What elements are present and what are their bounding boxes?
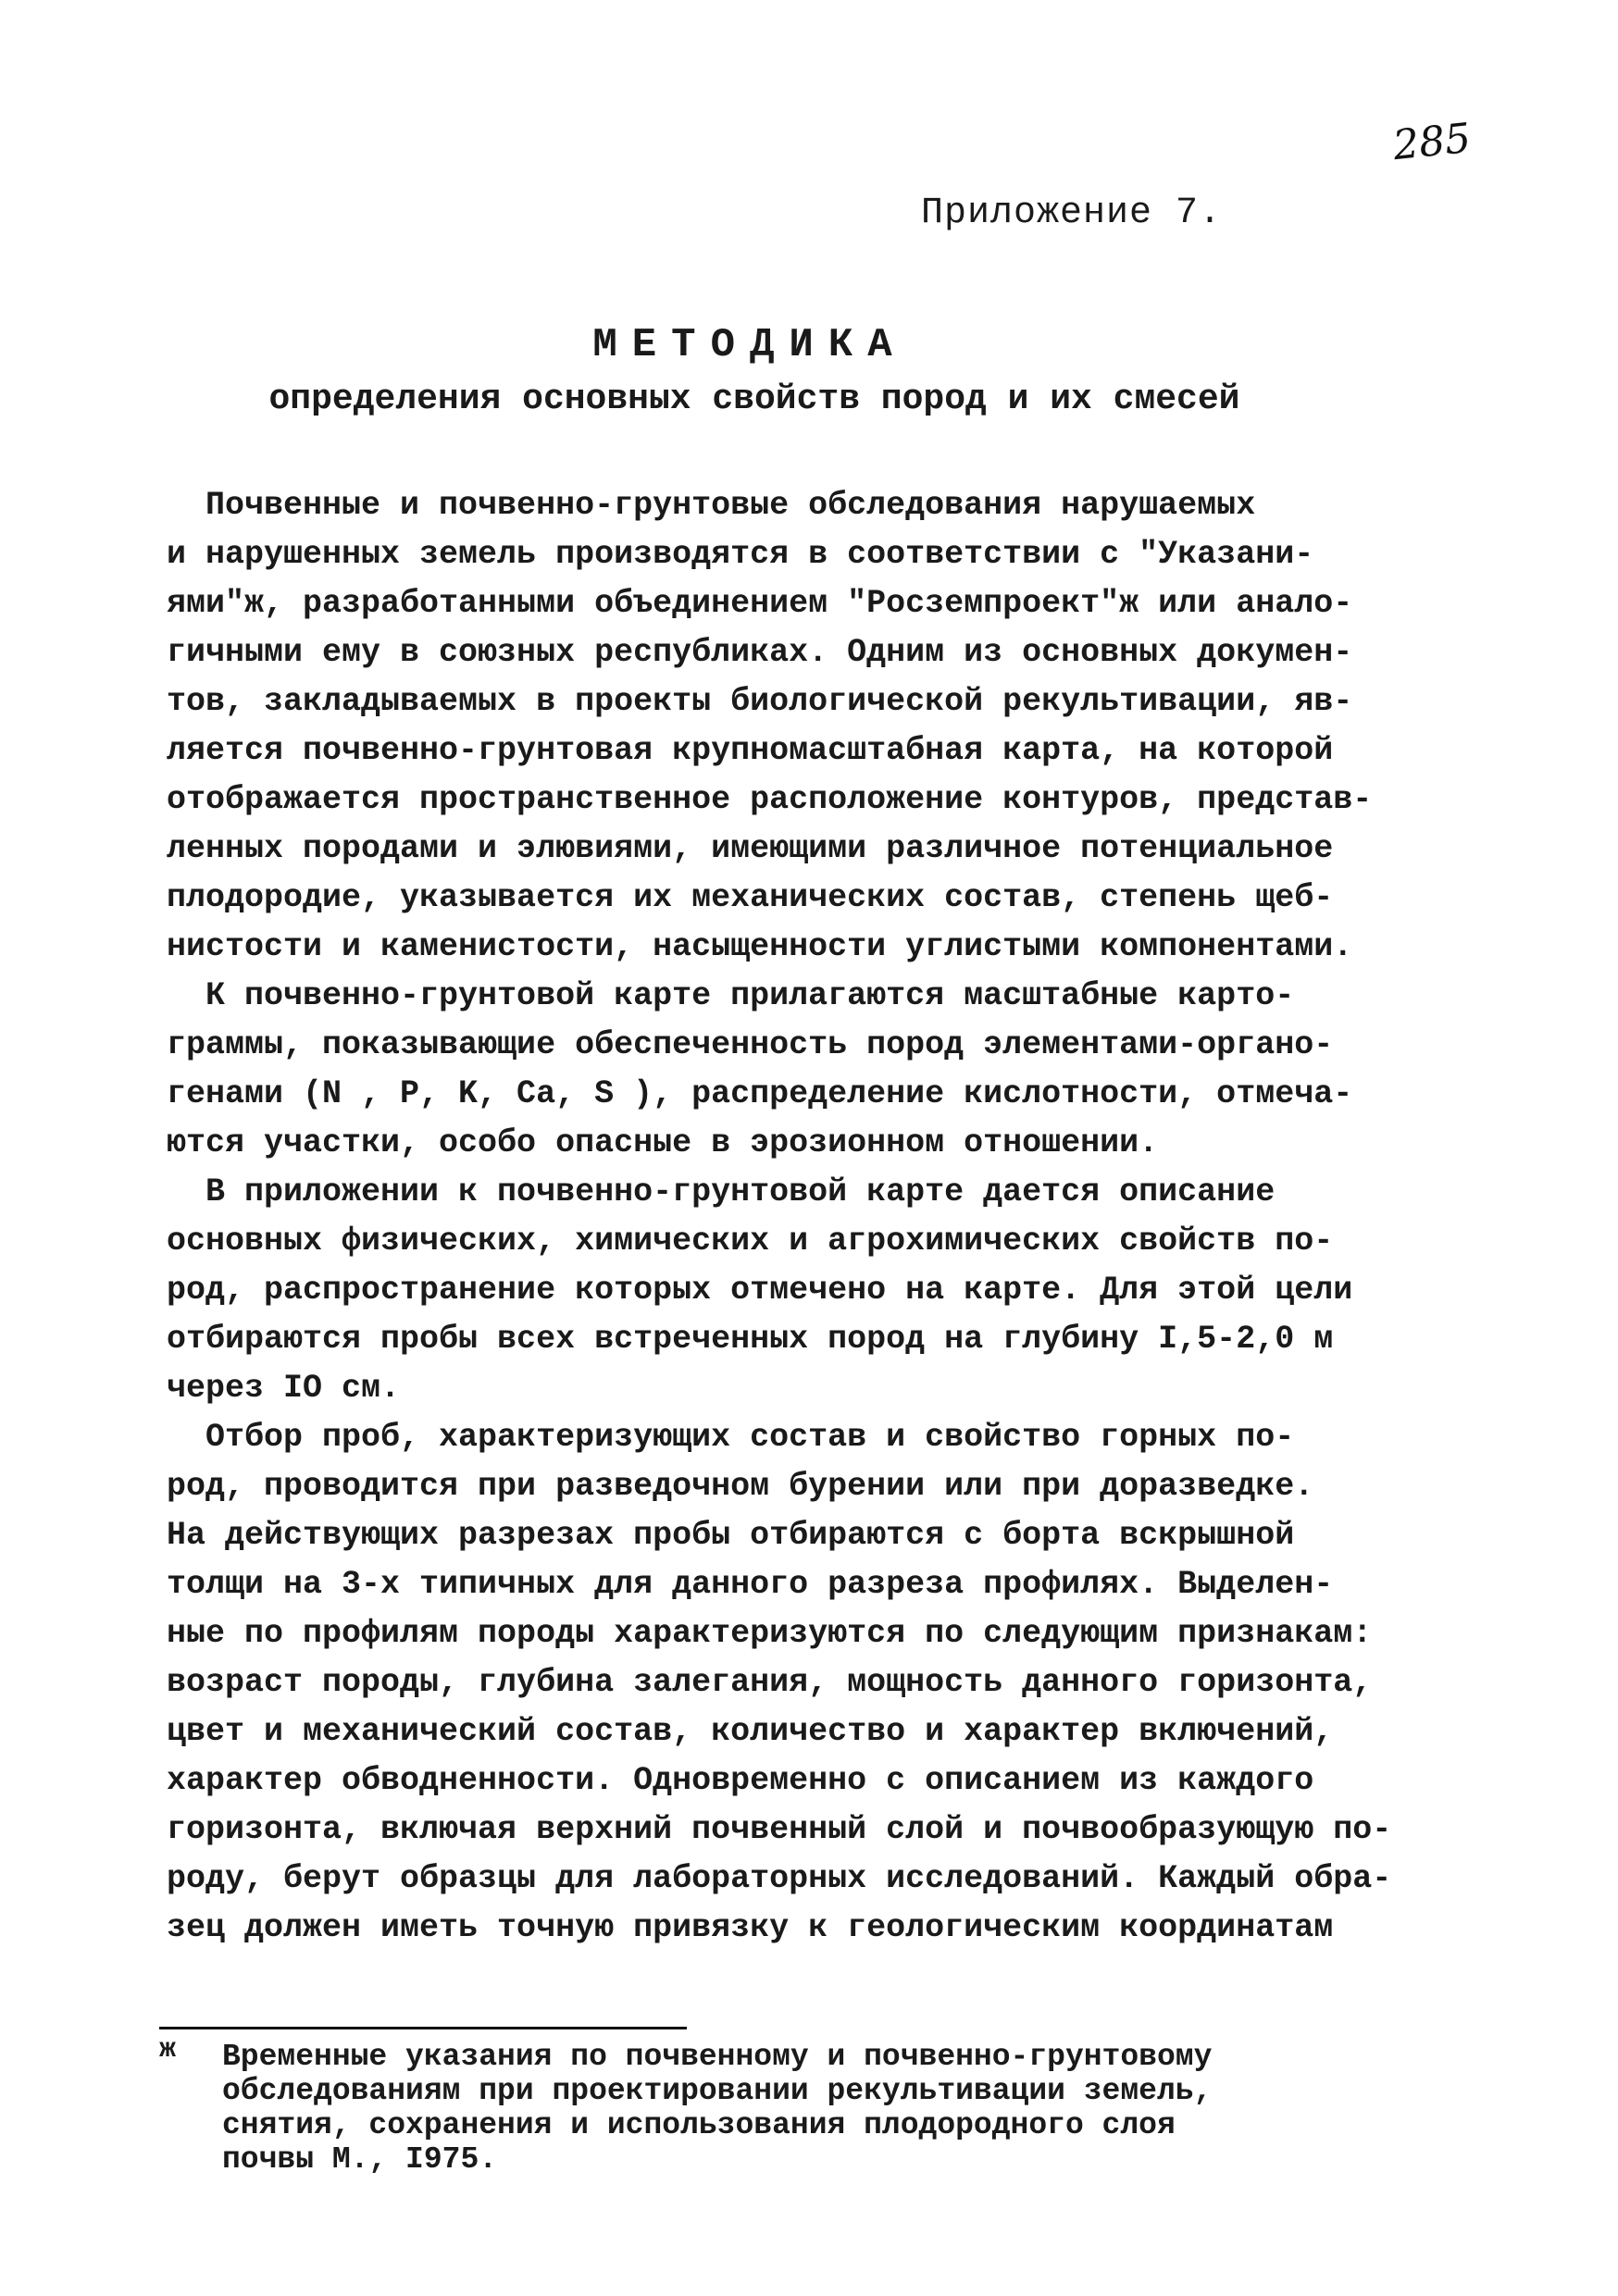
body-line: ляется почвенно-грунтовая крупномасштабная карта, на которой [167, 732, 1334, 769]
handwritten-page-number: 285 [1390, 114, 1474, 170]
body-line: зец должен иметь точную привязку к геологическим координатам [167, 1909, 1334, 1946]
body-line: ями"ж, разработанными объединением "Росземпроект"ж или анало- [167, 585, 1353, 622]
footnote-divider [159, 2027, 687, 2029]
appendix-label: Приложение 7. [921, 192, 1223, 234]
body-line: толщи на 3-х типичных для данного разреза профилях. Выделен- [167, 1566, 1334, 1603]
footnote-line: обследованиям при проектировании рекультивации земель, [222, 2074, 1213, 2108]
body-line: горизонта, включая верхний почвенный слой и почвообразующую по- [167, 1811, 1392, 1848]
footnote-line: Временные указания по почвенному и почвенно-грунтовому [222, 2040, 1213, 2074]
body-line: и нарушенных земель производятся в соответствии с "Указани- [167, 536, 1314, 573]
document-subtitle: определения основных свойств пород и их смесей [268, 379, 1240, 419]
body-line: роду, берут образцы для лабораторных исследований. Каждый обра- [167, 1860, 1392, 1897]
body-line: ленных породами и элювиями, имеющими различное потенциальное [167, 830, 1334, 867]
document-title: МЕТОДИКА [592, 322, 907, 368]
body-line: тов, закладываемых в проекты биологической рекультивации, яв- [167, 683, 1353, 720]
body-line: ются участки, особо опасные в эрозионном отношении. [167, 1124, 1159, 1161]
body-line: характер обводненности. Одновременно с описанием из каждого [167, 1762, 1314, 1799]
body-text [167, 481, 1425, 1953]
body-line: Почвенные и почвенно-грунтовые обследования нарушаемых [167, 487, 1256, 524]
footnote [222, 2040, 1425, 2177]
body-line: граммы, показывающие обеспеченность пород элементами-органо- [167, 1026, 1334, 1063]
footnote-mark: ж [159, 2034, 177, 2066]
body-line: нистости и каменистости, насыщенности углистыми компонентами. [167, 928, 1353, 965]
body-line: На действующих разрезах пробы отбираются с борта вскрышной [167, 1517, 1295, 1554]
body-line: гичными ему в союзных республиках. Одним из основных докумен- [167, 634, 1353, 671]
body-line: В приложении к почвенно-грунтовой карте дается описание [167, 1173, 1276, 1210]
body-line: род, распространение которых отмечено на карте. Для этой цели [167, 1272, 1353, 1309]
body-line: возраст породы, глубина залегания, мощность данного горизонта, [167, 1664, 1373, 1701]
body-line: отбираются пробы всех встреченных пород на глубину I,5-2,0 м [167, 1321, 1334, 1358]
body-line: цвет и механический состав, количество и характер включений, [167, 1713, 1334, 1750]
body-line: ные по профилям породы характеризуются по следующим признакам: [167, 1615, 1373, 1652]
footnote-line: почвы М., I975. [222, 2142, 498, 2177]
body-line: Отбор проб, характеризующих состав и свойство горных по- [167, 1419, 1295, 1456]
body-line: К почвенно-грунтовой карте прилагаются масштабные карто- [167, 977, 1295, 1014]
body-line: основных физических, химических и агрохимических свойств по- [167, 1222, 1334, 1260]
body-line: род, проводится при разведочном бурении или при доразведке. [167, 1468, 1314, 1505]
footnote-line: снятия, сохранения и использования плодородного слоя [222, 2108, 1176, 2142]
body-line: отображается пространственное расположение контуров, представ- [167, 781, 1373, 818]
body-line: генами (N , P, K, Ca, S ), распределение кислотности, отмеча- [167, 1075, 1353, 1112]
body-line: плодородие, указывается их механических состав, степень щеб- [167, 879, 1334, 916]
body-line: через IO см. [167, 1370, 401, 1407]
